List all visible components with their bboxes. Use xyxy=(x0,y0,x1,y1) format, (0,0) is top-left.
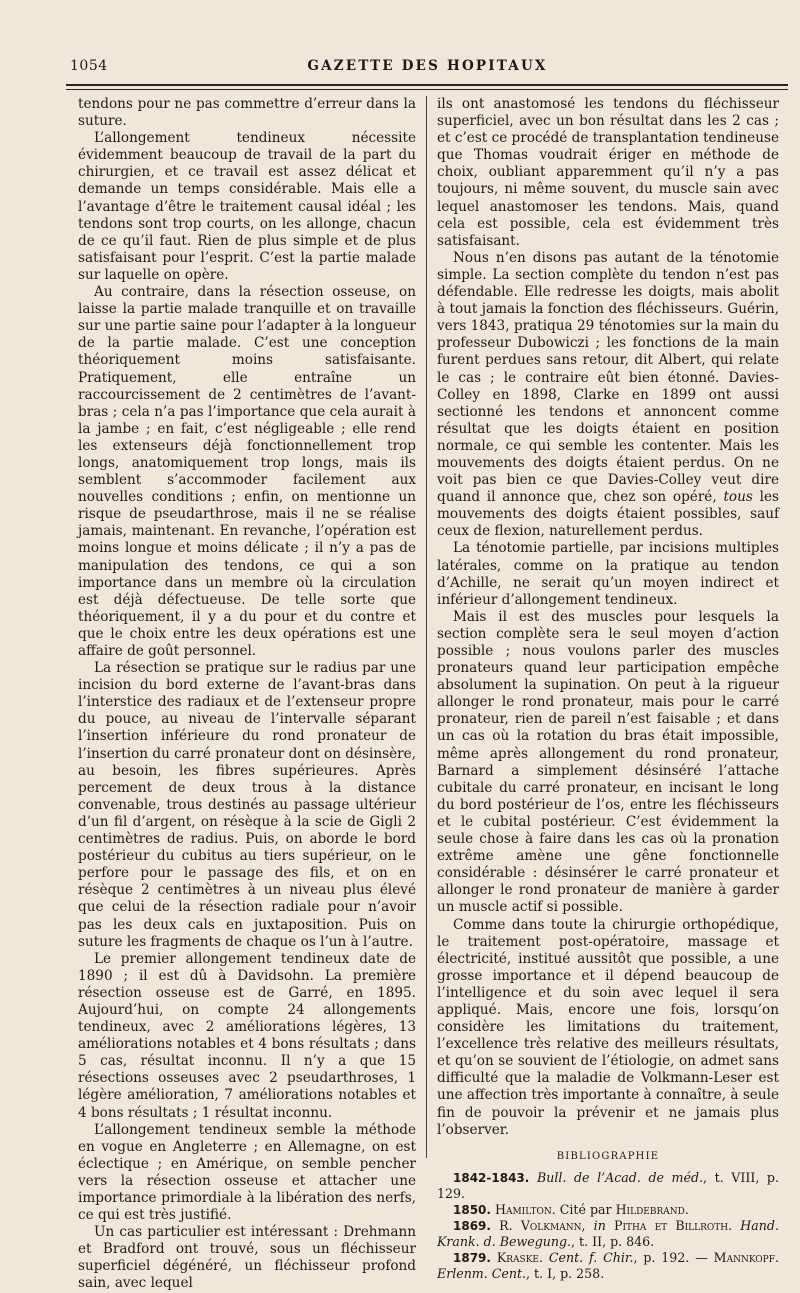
entry-detail: in xyxy=(593,1217,606,1233)
entry-detail: , t. I, p. 258. xyxy=(526,1265,605,1281)
paragraph xyxy=(437,250,779,541)
paragraph-text: Nous n’en disons pas autant de la ténotomie simple. La section complète du tendon n’est pas défendable. Elle redresse les doigts, mais abolit à tout jamais la fonction des fléchisseurs. Guérin, vers 1843, pratiqua 29 ténotomies sur la main du professeur Dubowiczi ; les fonctions de la main furent perdues sans retour, dit Albert, qui relate le cas ; le contraire eût bien étonné. Davies-Colley en 1898, Clarke en 1899 ont aussi sectionné les tendons et annoncent comme résultat que les doigts étaient en position normale, ce qui semble les contenter. Mais les mouvements des doigts étaient perdus. On ne voit pas bien ce que Davies-Colley veut dire quand il annonce que, chez son opéré, xyxy=(437,249,779,506)
column-divider xyxy=(426,96,427,1158)
entry-detail: Cité par xyxy=(559,1201,612,1217)
bibliography-entry xyxy=(437,1170,779,1202)
entry-year: 1842-1843. xyxy=(453,1170,530,1185)
bibliography-title: BIBLIOGRAPHIE xyxy=(556,1150,660,1162)
left-column xyxy=(78,96,416,1293)
paragraph: Un cas particulier est intéressant : Drehmann et Bradford ont trouvé, sous un fléchisseur superficiel dégénéré, un fléchisseur profond sain, avec lequel xyxy=(78,1224,416,1292)
page-header xyxy=(70,55,785,85)
entry-detail: , p. 192. — xyxy=(633,1249,708,1265)
entry-detail: , t. II, p. 846. xyxy=(571,1233,655,1249)
paragraph: Comme dans toute la chirurgie orthopédique, le traitement post-opératoire, massage et électricité, institué aussitôt que possible, a une grosse importance et il dépend beaucoup de l’intelligence et du soin avec lequel il sera appliqué. Mais, encore une fois, lorsqu’on considère les limitations du traitement, l’excellence très relative des meilleurs résultats, et qu’on se souvient de l’étiologie, on admet sans difficulté que la maladie de Volkmann-Leser est une affection très importante à connaître, à seule fin de pouvoir la prévenir et ne jamais plus l’observer. xyxy=(437,916,779,1138)
entry-source: Cent. f. Chir. xyxy=(548,1249,634,1265)
paragraph: L’allongement tendineux semble la méthode en vogue en Angleterre ; en Allemagne, on est éclectique ; en Amérique, on semble pencher vers la résection osseuse et attacher une importance primordiale à la libération des nerfs, ce qui est très justifié. xyxy=(78,1121,416,1224)
entry-source: Erlenm. Cent. xyxy=(437,1265,527,1281)
entry-author: Mannkopf. xyxy=(713,1249,779,1265)
bibliography-entry xyxy=(437,1218,779,1250)
header-rule-thin xyxy=(66,89,788,90)
entry-author: Pitha et Billroth. xyxy=(614,1217,733,1233)
journal-title: GAZETTE DES HOPITAUX xyxy=(307,58,548,74)
entry-author: Hildebrand. xyxy=(615,1201,689,1217)
paragraph: La résection se pratique sur le radius par une incision du bord externe de l’avant-bras dans l’interstice des radiaux et de l’extenseur propre du pouce, au niveau de l’intervalle séparant l’insertion inférieure du rond pronateur de l’insertion du carré pronateur dont on désinsère, au besoin, les fibres supérieures. Après percement de deux trous à la distance convenable, trous destinés au passage ultérieur d’un fil d’argent, on résèque à la scie de Gigli 2 centimètres de radius. Puis, on aborde le bord postérieur du cubitus au tiers supérieur, on le perfore pour le passage des fils, et on en résèque 2 centimètres à un niveau plus élevé que celui de la résection radiale pour n’avoir pas les deux cals en juxtaposition. Puis on suture les fragments de chaque os l’un à l’autre. xyxy=(78,660,416,950)
paragraph: Mais il est des muscles pour lesquels la section complète sera le seul moyen d’action possible ; nous voulons parler des muscles pronateurs quand leur participation empêche absolument la supination. On peut à la rigueur allonger le rond pronateur, mais pour le carré pronateur, rien de pareil n’est faisable ; et dans un cas où la rotation du bras était impossible, même après allongement du rond pronateur, Barnard a simplement désinséré l’attache cubitale du carré pronateur, en incisant le long du bord postérieur de l’os, entre les fléchisseurs et le cubital postérieur. C’est évidemment la seule chose à faire dans les cas où la pronation extrême amène une gêne fonctionnelle considérable : désinsérer le carré pronateur et allonger le rond pronateur de manière à garder un muscle actif si possible. xyxy=(437,608,779,916)
paragraph: Le premier allongement tendineux date de 1890 ; il est dû à Davidsohn. La première résection osseuse est de Garré, en 1895. Aujourd’hui, on compte 24 allongements tendineux, avec 2 améliorations légères, 13 améliorations notables et 4 bons résultats ; dans 5 cas, résultat inconnu. Il n’y a que 15 résections osseuses avec 2 pseudarthroses, 1 légère amélioration, 7 améliorations notables et 4 bons résultats ; 1 résultat inconnu. xyxy=(78,950,416,1121)
paragraph: Au contraire, dans la résection osseuse, on laisse la partie malade tranquille et on travaille sur une partie saine pour l’adapter à la longueur de la partie malade. C’est une conception théoriquement moins satisfaisante. Pratiquement, elle entraîne un raccourcissement de 2 centimètres de l’avant-bras ; cela n’a pas l’importance que cela aurait à la jambe ; en fait, c’est négligeable ; elle rend les extenseurs déjà fonctionnellement trop longs, anatomiquement trop longs, mais ils semblent s’accommoder facilement aux nouvelles conditions ; enfin, on mentionne un risque de pseudarthrose, mais il ne se réalise jamais, maintenant. En revanche, l’opération est moins longue et moins délicate ; il n’y a pas de manipulation des tendons, ce qui a son importance dans un membre où la circulation est déjà défectueuse. De telle sorte que théoriquement, il y a du pour et du contre et que le choix entre les deux opérations est une affaire de goût personnel. xyxy=(78,284,416,659)
paragraph: L’allongement tendineux nécessite évidemment beaucoup de travail de la part du chirurgien, et ce travail est assez délicat et demande un temps considérable. Mais elle a l’avantage d’être le traitement causal idéal ; les tendons sont trop courts, on les allonge, chacun de ce qu’il faut. Rien de plus simple et de plus satisfaisant pour l’esprit. C’est la partie malade sur laquelle on opère. xyxy=(78,130,416,283)
bibliography-entry xyxy=(437,1250,779,1282)
paragraph: ils ont anastomosé les tendons du fléchisseur superficiel, avec un bon résultat dans les 2 cas ; et c’est ce procédé de transplantation tendineuse que Thomas voudrait ériger en méthode de choix, oubliant apparemment qu’il n’y a pas toujours, ni même souvent, du muscle sain avec lequel anastomoser les tendons. Mais, quand cela est possible, cela est évidemment très satisfaisant. xyxy=(437,96,779,249)
entry-author: Hamilton. xyxy=(494,1201,556,1217)
paragraph: La ténotomie partielle, par incisions multiples latérales, comme on la pratique au tendon d’Achille, ne serait qu’un moyen indirect et inférieur d’allongement tendineux. xyxy=(437,540,779,608)
entry-source: Bull. de l’Acad. de méd. xyxy=(536,1169,704,1185)
paragraph: tendons pour ne pas commettre d’erreur dans la suture. xyxy=(78,96,416,130)
entry-source: Hand. Krank. d. Bewegung. xyxy=(437,1217,779,1249)
right-column xyxy=(437,96,779,1282)
entry-year: 1850. xyxy=(453,1202,491,1217)
entry-detail: , t. VIII, p. 129. xyxy=(437,1169,779,1201)
paragraph-text: les mouvements des doigts étaient possibles, sauf ceux de flexion, naturellement perdus. xyxy=(437,489,779,540)
entry-year: 1869. xyxy=(453,1218,491,1233)
entry-author: R. Volkmann, xyxy=(499,1217,586,1233)
bibliography-entry xyxy=(437,1202,779,1218)
header-rule-thick xyxy=(66,84,788,86)
entry-author: Kraske. xyxy=(496,1249,543,1265)
page-number: 1054 xyxy=(70,58,108,74)
emphasis-text: tous xyxy=(723,489,753,506)
entry-year: 1879. xyxy=(453,1250,491,1265)
